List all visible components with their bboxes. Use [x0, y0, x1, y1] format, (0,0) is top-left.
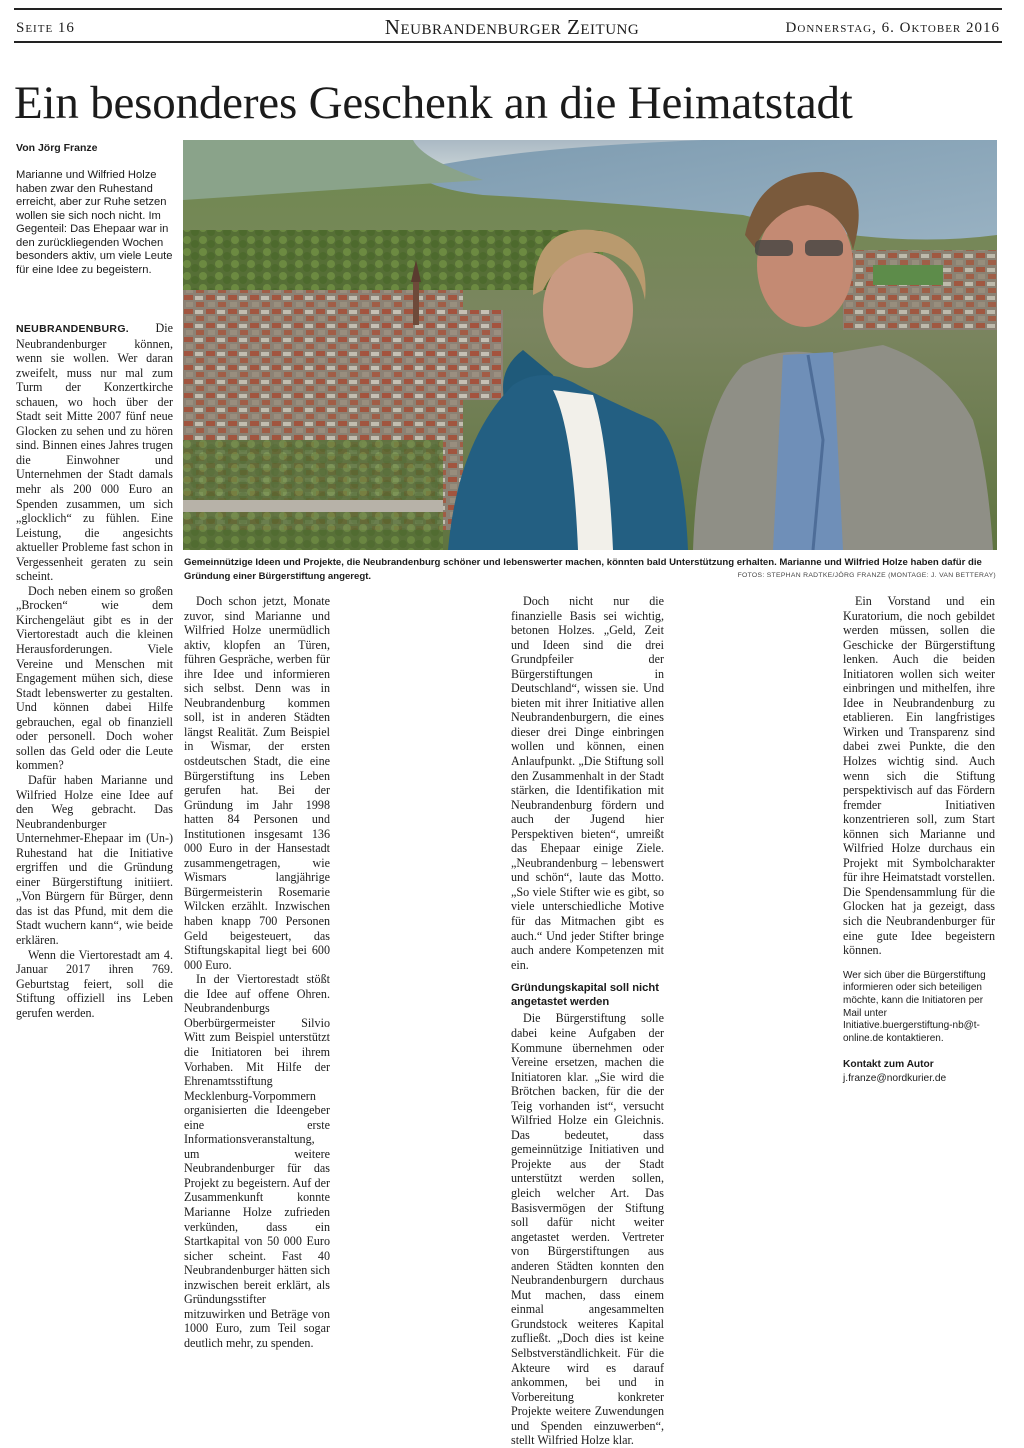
top-rule — [14, 8, 1002, 10]
paragraph: Die Bürgerstiftung solle dabei keine Aufgaben der Kommune übernehmen oder Vereine ersetzen, machen die Initiatoren klar. „Sie wird die Brötchen backen, für die der Teig vorhanden ist“, versucht Wilfried Holze ein Gleichnis. Das bedeutet, dass gemeinnützige Initiativen und Projekte aus der Stadt unterstützt werden sollen, gleich welcher Art. Das Basisvermögen der Stiftung soll dafür nicht weiter angetastet werden. Vertreter von Bürgerstiftungen aus anderen Städten konnten den Neubrandenburgern durchaus Mut machen, dass einem einmal angesammelten Grundstock weiteres Kapital zufließt. „Doch dies ist keine Selbstverständlichkeit. Für die Akteure wird es darauf ankommen, bei und in Vorbereitung konkreter Projekte weitere Zuwendungen und Spenden einzuwerben“, stellt Wilfried Holze klar. — [511, 1011, 664, 1448]
paragraph: In der Viertorestadt stößt die Idee auf offene Ohren. Neubrandenburgs Oberbürgermeister Silvio Witt zum Beispiel unterstützt die Initiatoren bei ihrem Vorhaben. Mit Hilfe der Ehrenamtsstiftung Mecklenburg-Vorpommern organisierten die Ideengeber eine erste Informationsveranstaltung, um weitere Neubrandenburger für das Projekt zu begeistern. Auf der Zusammenkunft konnte Marianne Holze zufrieden verkünden, dass ein Startkapital von 50 000 Euro sicher scheint. Fast 40 Neubrandenburger hätten sich inzwischen bereit erklärt, als Gründungsstifter mitzuwirken und Beträge von 1000 Euro, zum Teil sogar deutlich mehr, zu spenden. — [184, 972, 330, 1350]
column-4 — [511, 594, 664, 1448]
paragraph — [16, 321, 173, 584]
page-number: Seite 16 — [16, 20, 75, 36]
column-2 — [184, 594, 330, 1350]
issue-date: Donnerstag, 6. Oktober 2016 — [785, 20, 1000, 36]
paragraph-text: Die Neubrandenburger können, wenn sie wollen. Wer daran zweifelt, muss nur mal zum Turm der Konzertkirche schauen, wo hoch über der Stadt seit Mitte 2007 fünf neue Glocken zu sehen und zu hören sind. Binnen eines Jahres trugen die Einwohner und Unternehmen der Stadt damals mehr als 200 000 Euro an Spenden zusammen, um sich „glocklich“ zu fühlen. Eine Leistung, die angesichts aktueller Probleme fast schon in Vergessenheit geraten zu sein scheint. — [16, 321, 173, 584]
column-6 — [843, 594, 995, 1087]
subheading: Gründungskapital soll nicht angetastet werden — [511, 982, 659, 1008]
byline: Von Jörg Franze — [16, 142, 98, 154]
paragraph: Ein Vorstand und ein Kuratorium, die noch gebildet werden müssen, sollen die Geschicke der Bürgerstiftung lenken. Auch die beiden Initiatoren wollen sich weiter einbringen und mithelfen, ihre Idee in Neubrandenburg zu etablieren. Ein langfristiges Wirken und Transparenz sind dabei zwei Punkte, die den Holzes wichtig sind. Auch wenn sich die Stiftung perspektivisch auf das Fördern fremder Initiativen konzentrieren soll, zum Start können sich Marianne und Wilfried Holze durchaus ein Projekt mit Symbolcharakter für ihre Heimatstadt vorstellen. Die Spendensammlung für die Glocken hat ja gezeigt, dass sich die Neubrandenburger für eine gute Idee begeistern können. — [843, 594, 995, 958]
contact-heading: Kontakt zum Autor — [843, 1058, 934, 1070]
teaser-text: Marianne und Wilfried Holze haben zwar den Ruhestand erreicht, aber zur Ruhe setzen wollen sie sich noch nicht. Im Gegenteil: Das Ehepaar war in den zurückliegenden Wochen besonders aktiv, um viele Leute für eine Idee zu begeistern. — [16, 169, 173, 276]
paragraph: Doch nicht nur die finanzielle Basis sei wichtig, betonen Holzes. „Geld, Zeit und Ideen sind die drei Grundpfeiler der Bürgerstiftungen in Deutschland“, wissen sie. Und bieten mit ihrer Initiative allen Neubrandenburgern, die eines dieser drei Dinge einbringen wollen und können, einen Anlaufpunkt. „Die Stiftung soll den Zusammenhalt in der Stadt stärken, die Identifikation mit Neubrandenburg fördern und auch der Jugend hier Perspektiven bieten“, umreißt das Ehepaar einige Ziele. „Neubrandenburg – lebenswert und schön“, laute das Motto. „So viele Stifter wie es gibt, so viele unterschiedliche Motive für das Mitmachen gibt es auch.“ Und jeder Stifter bringe auch andere Kompetenzen mit ein. — [511, 594, 664, 972]
photo-credit: FOTOS: STEPHAN RADTKE/JÖRG FRANZE (MONTAGE: J. VAN BETTERAY) — [737, 572, 996, 579]
info-box: Wer sich über die Bürgerstiftung informieren oder sich beteiligen möchte, kann die Initiatoren per Mail unter Initiative.buergerstiftung-nb@t-online.de kontaktieren. — [843, 969, 986, 1045]
newspaper-name: Neubrandenburger Zeitung — [384, 15, 640, 39]
paragraph: Wenn die Viertorestadt am 4. Januar 2017 ihren 769. Geburtstag feiert, soll die Stiftung offiziell ins Leben gerufen werden. — [16, 947, 173, 1020]
paragraph: Doch neben einem so großen „Brocken“ wie dem Kirchengeläut gibt es in der Viertorestadt auch die kleinen Herausforderungen. Viele Vereine und Menschen mit Engagement mühen sich, diese Stadt lebenswerter zu gestalten. Und können dabei Hilfe gebrauchen, egal ob finanziell oder personell. Doch woher sollen das Geld oder die Leute kommen? — [16, 583, 173, 773]
dateline: NEUBRANDENBURG. — [16, 323, 130, 335]
headline: Ein besonderes Geschenk an die Heimatstadt — [14, 77, 853, 129]
article-photo — [183, 140, 997, 550]
paragraph: Doch schon jetzt, Monate zuvor, sind Marianne und Wilfried Holze unermüdlich aktiv, klopfen an Türen, führen Gespräche, werben für ihre Idee und informieren sich selbst. Denn was in Neubrandenburg kommen soll, ist in anderen Städten längst Realität. Zum Beispiel in Wismar, der ersten ostdeutschen Stadt, die eine Bürgerstiftung ins Leben gerufen hat. Bei der Gründung im Jahr 1998 hatten 84 Personen und Institutionen insgesamt 136 000 Euro in der Hansestadt zusammengetragen, wie Wismars langjährige Bürgermeisterin Rosemarie Wilcken erzählt. Inzwischen haben knapp 700 Personen Geld beigesteuert, das Stiftungskapital liegt bei 600 000 Euro. — [184, 594, 330, 972]
paragraph: Dafür haben Marianne und Wilfried Holze eine Idee auf den Weg gebracht. Das Neubrandenburger Unternehmer-Ehepaar im (Un-) Ruhestand hat die Initiative ergriffen und die Gründung einer Bürgerstiftung initiiert. „Von Bürgern für Bürger, denn das ist das Pfund, mit dem die Stadt wuchern kann“, wie beide erklären. — [16, 772, 173, 947]
masthead-rule — [14, 41, 1002, 43]
photo-caption: Gemeinnützige Ideen und Projekte, die Neubrandenburg schöner und lebenswerter machen, könnten bald Unterstützung erhalten. Marianne und Wilfried Holze haben dafür die Gründung einer Bürgerstiftung angeregt. — [184, 557, 982, 582]
column-1 — [16, 321, 173, 1020]
contact-email[interactable]: j.franze@nordkurier.de — [843, 1073, 947, 1085]
